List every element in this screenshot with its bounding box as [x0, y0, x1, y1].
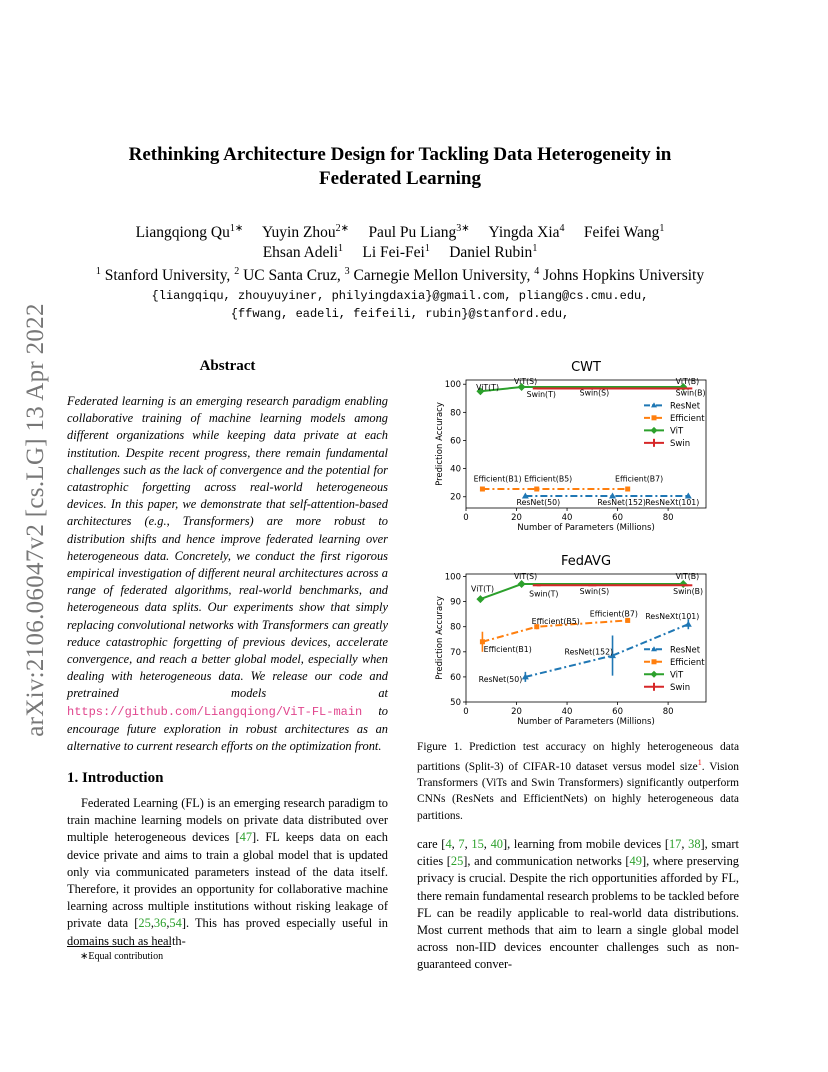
data-label: ResNeXt(101): [645, 498, 700, 508]
legend-marker: [651, 671, 658, 678]
data-point: [685, 621, 692, 627]
y-tick-label: 60: [450, 672, 461, 683]
citation-link[interactable]: 38: [688, 837, 701, 851]
intro-text-3: ]. This has proved especially useful in domains such as health-: [67, 916, 388, 948]
author-affil-mark: 3∗: [456, 223, 470, 234]
data-point: [518, 580, 526, 588]
author-name: Liangqiong $Qu^{1∗}$: [135, 223, 244, 242]
right-column-body: care [4, 7, 15, 40], learning from mobile devices [17, 38], smart cities [25], and communication networks [49], where preserving privacy is crucial. Despite the rich opportunities afforded by FL, there remain fundamental research problems to be tackled before FL can be readily applicable to real-world data distributions. Most current methods that aim to learn a single global model across non-IID devices encounter challenges such as non-guaranteed conver-: [417, 837, 740, 972]
legend-label: ResNet: [670, 645, 701, 656]
data-label: Efficient(B5): [524, 474, 573, 484]
legend-label: Efficient: [670, 413, 705, 424]
author-name: Li Fei-Fei$^1$: [362, 243, 430, 262]
author-affil-mark: 4: [559, 223, 565, 234]
data-label: Swin(T): [529, 589, 559, 599]
author-affil-mark: 2∗: [335, 223, 350, 234]
x-tick-label: 40: [561, 513, 573, 523]
x-tick-label: 80: [662, 707, 674, 717]
legend-marker: [652, 659, 657, 664]
affiliation-name: Stanford University,: [100, 267, 235, 285]
data-label: Efficient(B7): [589, 609, 638, 619]
author-affil-mark: 1∗: [229, 223, 244, 234]
citation-link[interactable]: 4: [445, 837, 452, 851]
data-point: [480, 487, 485, 492]
affiliation-name: Johns Hopkins University: [539, 267, 705, 285]
affiliation-name: UC Santa Cruz,: [239, 267, 345, 285]
title-line-2: Federated Learning: [318, 168, 481, 189]
footnote: ∗Equal contribution: [80, 951, 164, 962]
author-name: Ehsan Adeli$^1$: [262, 243, 344, 262]
citation-link[interactable]: 54: [169, 916, 182, 931]
chart-title: CWT: [571, 360, 601, 375]
title-line-1: Rethinking Architecture Design for Tackling Data Heterogeneity in: [128, 144, 672, 165]
data-label: ResNet(152): [564, 647, 614, 657]
right-text-2: ], learning from mobile devices [: [502, 837, 669, 851]
x-axis-label: Number of Parameters (Millions): [517, 717, 655, 727]
affiliation-name: Carnegie Mellon University,: [349, 267, 535, 285]
author-affil-mark: 1: [532, 243, 538, 254]
data-label: ViT(S): [514, 572, 538, 582]
data-label: ResNet(50): [478, 674, 523, 684]
legend-label: Efficient: [670, 657, 705, 668]
x-tick-label: 20: [511, 513, 522, 523]
right-text-5: ], where preserving privacy is crucial. Despite the rich opportunities afforded by FL, there remain fundamental research problems to be tackled before FL can be readily applicable to real-world data distributions. Most current methods that aim to learn a single global model across non-IID devices encounter challenges such as non-guaranteed conver-: [417, 854, 740, 972]
right-text-4: ], and communication networks [: [463, 854, 630, 869]
y-tick-label: 100: [444, 380, 461, 391]
data-label: ViT(T): [476, 382, 500, 392]
abstract-text-1: Federated learning is an emerging research paradigm enabling collaborative training of machine learning models among different organizations while keeping data private at each institution. Despite recent progress, there remain fundamental challenges such as the lack of convergence and the potential for catastrophic forgetting across real-world heterogeneous devices. In this paper, we demonstrate that self-attention-based architectures (e.g., Transformers) are more robust to distribution shifts and hence improve federated learning over heterogeneous data. Concretely, we conduct the first rigorous empirical investigation of different neural architectures across a range of federated algorithms, real-world benchmarks, and heterogeneous data splits. Our experiments show that simply replacing convolutional networks with Transformers can greatly reduce catastrophic forgetting of previous devices, accelerate convergence, and reach a better global model, especially when dealing with heterogeneous data. We release our code and pretrained models at: [67, 394, 388, 701]
citation-link[interactable]: 7: [458, 837, 465, 851]
affil-mark: 2: [234, 266, 240, 277]
y-tick-label: 80: [450, 622, 461, 633]
data-label: ViT(T): [471, 584, 495, 594]
citation-link[interactable]: 25: [450, 854, 464, 869]
chart-fedavg: [418, 550, 748, 738]
author-name: Feifei Wang$^1$: [583, 223, 665, 242]
legend-label: Swin: [670, 438, 691, 449]
footnote-rule: [67, 946, 171, 947]
data-label: Efficient(B5): [531, 617, 580, 627]
legend-marker: [651, 427, 658, 434]
author-affil-mark: 1: [659, 223, 665, 234]
affil-mark: 1: [95, 266, 101, 277]
legend-label: Swin: [670, 682, 691, 693]
code-link[interactable]: https://github.com/Liangqiong/ViT-FL-main: [67, 704, 363, 719]
x-tick-label: 60: [612, 513, 623, 523]
x-tick-label: 0: [463, 707, 469, 717]
authors-line-2: [80, 239, 720, 263]
data-label: ResNet(50): [516, 498, 561, 508]
arxiv-stamp: [4, 280, 68, 760]
right-text-1: care [: [417, 837, 446, 851]
x-tick-label: 20: [511, 707, 522, 717]
citation-link[interactable]: 36: [153, 916, 167, 931]
citation-link[interactable]: 15: [471, 837, 484, 851]
y-tick-label: 20: [450, 492, 461, 503]
data-label: Efficient(B7): [615, 474, 664, 484]
emails-line-2: {ffwang, eadeli, feifeili, rubin}@stanford.edu,: [230, 307, 570, 321]
data-label: Swin(S): [579, 587, 610, 597]
right-text-3: ], smart cities [: [417, 837, 739, 869]
author-affil-mark: 1: [424, 243, 430, 254]
author-affil-mark: 1: [338, 243, 344, 254]
data-label: Efficient(B1): [473, 474, 522, 484]
data-point: [534, 487, 539, 492]
x-axis-label: Number of Parameters (Millions): [517, 523, 655, 533]
caption-footnote-mark[interactable]: 1: [697, 758, 702, 768]
legend-label: ViT: [670, 426, 684, 437]
affil-mark: 3: [344, 266, 350, 277]
intro-text-2: ]. FL keeps data on each device private and aims to train a global model that is updated only via communicated parameters instead of the data itself. Therefore, it provides an opportunity for collaborative machine learning across multiple institutions without risking leakage of private data [: [67, 830, 388, 931]
intro-heading: 1. Introduction: [67, 770, 164, 786]
x-tick-label: 40: [561, 707, 573, 717]
data-label: ViT(B): [675, 377, 700, 387]
legend-marker: [652, 415, 657, 420]
y-tick-label: 40: [450, 464, 461, 475]
chart-cwt: [418, 356, 748, 544]
data-point: [625, 618, 630, 623]
x-tick-label: 60: [612, 707, 623, 717]
y-tick-label: 60: [450, 436, 461, 447]
abstract-heading: Abstract: [199, 358, 256, 374]
arxiv-id: arXiv:2106.06047v2 [cs.LG] 13 Apr 2022: [22, 303, 49, 737]
citation-link[interactable]: 25: [138, 916, 151, 931]
figure-caption: [417, 739, 739, 824]
data-point: [480, 639, 485, 644]
caption-text-2: . Vision Transformers (ViTs and Swin Transformers) significantly outperform CNNs (ResNets and EfficientNets) on highly heterogeneous data partitions.: [417, 761, 739, 822]
author-name: Yingda Xia$^4$: [488, 223, 565, 242]
citation-link[interactable]: 49: [629, 854, 642, 869]
x-tick-label: 0: [463, 513, 469, 523]
x-tick-label: 80: [662, 513, 674, 523]
data-label: Swin(S): [579, 388, 610, 398]
data-label: Swin(B): [675, 388, 706, 398]
data-label: Swin(T): [526, 389, 556, 399]
y-tick-label: 50: [450, 698, 461, 708]
y-tick-label: 70: [450, 647, 461, 658]
author-name: Yuyin Zhou$^{2∗}$: [262, 223, 350, 242]
abstract-body: [67, 393, 388, 755]
y-axis-label: Prediction Accuracy: [435, 596, 445, 680]
legend-label: ViT: [670, 670, 684, 681]
intro-body: Federated Learning (FL) is an emerging research paradigm to train machine learning models on private data distributed over multiple heterogeneous devices [47]. FL keeps data on each device private and aims to train a global model that is updated only via communicated parameters instead of the data itself. Therefore, it provides an opportunity for collaborative machine learning across multiple institutions without risking leakage of private data [25,36,54]. This has proved especially useful in domains such as health-: [67, 796, 388, 948]
data-label: Efficient(B1): [483, 644, 532, 654]
y-tick-label: 90: [450, 597, 461, 608]
data-point: [625, 487, 630, 492]
y-tick-label: 100: [444, 572, 461, 583]
y-axis-label: Prediction Accuracy: [435, 402, 445, 486]
emails-line-1: {liangqiqu, zhouyuyiner, philyingdaxia}@gmail.com, pliang@cs.cmu.edu,: [151, 289, 649, 303]
data-label: ViT(S): [514, 377, 538, 387]
citation-link[interactable]: 40: [490, 837, 503, 851]
abstract-text-2: to encourage future exploration in robust architectures as an alternative to current research efforts on the optimization front.: [67, 703, 388, 754]
paper-title: [100, 143, 700, 191]
data-label: ResNet(152): [597, 498, 646, 508]
author-name: Daniel Rubin$^1$: [449, 243, 538, 262]
citation-link[interactable]: 17: [668, 837, 682, 851]
data-label: ResNeXt(101): [645, 612, 700, 622]
data-label: ViT(B): [675, 572, 700, 582]
affil-mark: 4: [534, 266, 540, 277]
legend-label: ResNet: [670, 401, 701, 412]
chart-title: FedAVG: [560, 554, 612, 569]
author-name: Paul Pu Liang$^{3∗}$: [368, 223, 470, 242]
citation-link[interactable]: 47: [239, 830, 253, 845]
data-label: Swin(B): [673, 587, 704, 597]
y-tick-label: 80: [450, 408, 461, 419]
data-point: [476, 595, 484, 603]
affiliations: [80, 262, 720, 286]
intro-text-1: Federated Learning (FL) is an emerging research paradigm to train machine learning models on private data distributed over multiple heterogeneous devices [: [67, 796, 388, 845]
caption-text: Figure 1. Prediction test accuracy on highly heterogeneous data partitions (Split-3) of CIFAR-10 dataset versus model size: [417, 741, 739, 773]
